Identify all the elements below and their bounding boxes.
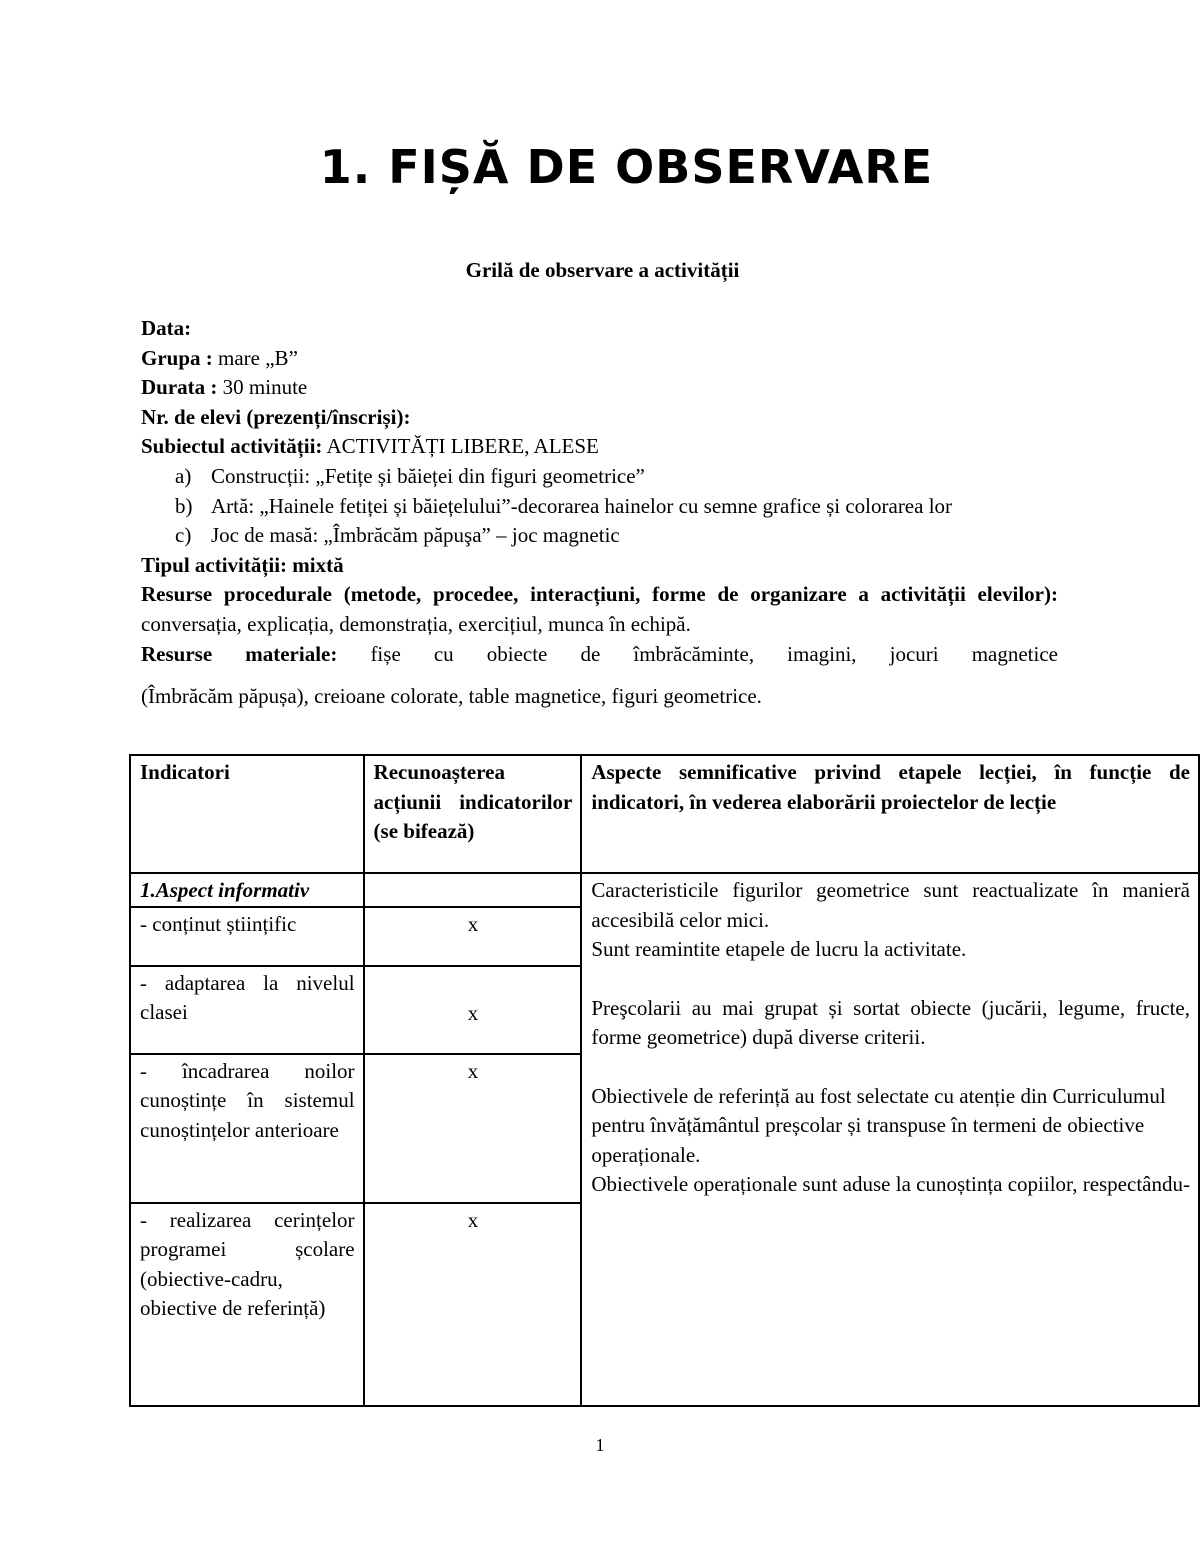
date-line [141, 314, 1058, 344]
list-item [175, 492, 1058, 522]
mark-cell: x [364, 907, 582, 966]
students-line [141, 403, 1058, 433]
group-value: mare „B” [212, 345, 298, 370]
procedural-resources-line [141, 580, 1058, 639]
page-number: 1 [595, 1435, 605, 1455]
group-label: Grupa : [141, 345, 213, 370]
list-item-text: Construcții: „Fetițe și băieței din figuri geometrice” [211, 463, 645, 488]
mark-cell: x [364, 1054, 582, 1203]
table-row [130, 873, 1199, 907]
indicator-cell: - adaptarea la nivelul clasei [130, 966, 364, 1054]
group-line [141, 344, 1058, 374]
header-indicators: Indicatori [130, 755, 364, 873]
material-resources-value: fișe cu obiecte de îmbrăcăminte, imagini, jocuri magnetice [337, 641, 1058, 666]
indicator-cell: - realizarea cerințelor programei școlare (obiective-cadru, obiective de referință) [130, 1203, 364, 1406]
date-label: Data: [141, 316, 192, 340]
material-resources-line [141, 640, 1058, 670]
activity-type-line [141, 551, 1058, 581]
subject-line [141, 432, 1058, 462]
aspects-cell [581, 873, 1199, 1406]
activity-info [141, 314, 1058, 712]
aspect-text: Preşcolarii au mai grupat și sortat obiecte (jucării, legume, fructe, forme geometrice) după diverse criterii. [591, 995, 1190, 1049]
list-marker: a) [175, 463, 192, 488]
duration-value: 30 minute [217, 375, 308, 400]
section-title: 1.Aspect informativ [130, 873, 364, 907]
procedural-resources-value: conversația, explicația, demonstrația, exercițiul, munca în echipă. [141, 611, 691, 636]
indicator-cell: - încadrarea noilor cunoștințe în sistemul cunoștințelor anterioare [130, 1054, 364, 1203]
aspect-text: Caracteristicile figurilor geometrice sunt reactualizate în manieră accesibilă celor mici. [591, 878, 1190, 932]
list-marker: b) [175, 493, 193, 518]
material-resources-label: Resurse materiale: [141, 641, 338, 666]
observation-table [129, 754, 1200, 1407]
students-label: Nr. de elevi (prezenți/înscriși): [141, 404, 411, 429]
procedural-resources-label: Resurse procedurale (metode, procedee, interacțiuni, forme de organizare a activității elevilor): [141, 582, 1058, 607]
duration-label: Durata : [141, 375, 218, 400]
list-item-text: Joc de masă: „Îmbrăcăm păpuşa” – joc magnetic [211, 523, 620, 548]
table-header-row [130, 755, 1199, 873]
list-marker: c) [175, 523, 192, 548]
empty-cell [364, 873, 582, 907]
indicator-cell: - conținut științific [130, 907, 364, 966]
list-item [175, 521, 1058, 551]
mark-cell: x [364, 966, 582, 1054]
aspect-text: Obiectivele operaționale sunt aduse la cunoștința copiilor, respectându- [591, 1172, 1190, 1196]
header-recognition: Recunoașterea acțiunii indicatorilor (se bifează) [364, 755, 582, 873]
material-resources-continuation: (Îmbrăcăm păpușa), creioane colorate, table magnetice, figuri geometrice. [141, 684, 762, 709]
mark-cell: x [364, 1203, 582, 1406]
header-aspects: Aspecte semnificative privind etapele lecției, în funcție de indicatori, în vederea elaborării proiectelor de lecție [581, 755, 1199, 873]
aspect-text: Sunt reamintite etapele de lucru la activitate. [591, 937, 967, 961]
aspect-text: Obiectivele de referință au fost selectate cu atenție din Curriculumul pentru învățământul preșcolar și transpuse în termeni de obiective operaționale. [591, 1083, 1166, 1167]
list-item [175, 462, 1058, 492]
document-subtitle: Grilă de observare a activității [465, 258, 740, 282]
subject-label: Subiectul activității: [141, 434, 323, 459]
activity-type-label: Tipul activității: mixtă [141, 552, 344, 577]
activities-list [141, 462, 1058, 551]
subject-value: ACTIVITĂȚI LIBERE, ALESE [322, 434, 599, 459]
page-title: 1. FIȘĂ DE OBSERVARE [319, 140, 934, 194]
duration-line [141, 373, 1058, 403]
list-item-text: Artă: „Hainele fetiței și băiețelului”-decorarea hainelor cu semne grafice și colorarea lor [211, 493, 953, 518]
